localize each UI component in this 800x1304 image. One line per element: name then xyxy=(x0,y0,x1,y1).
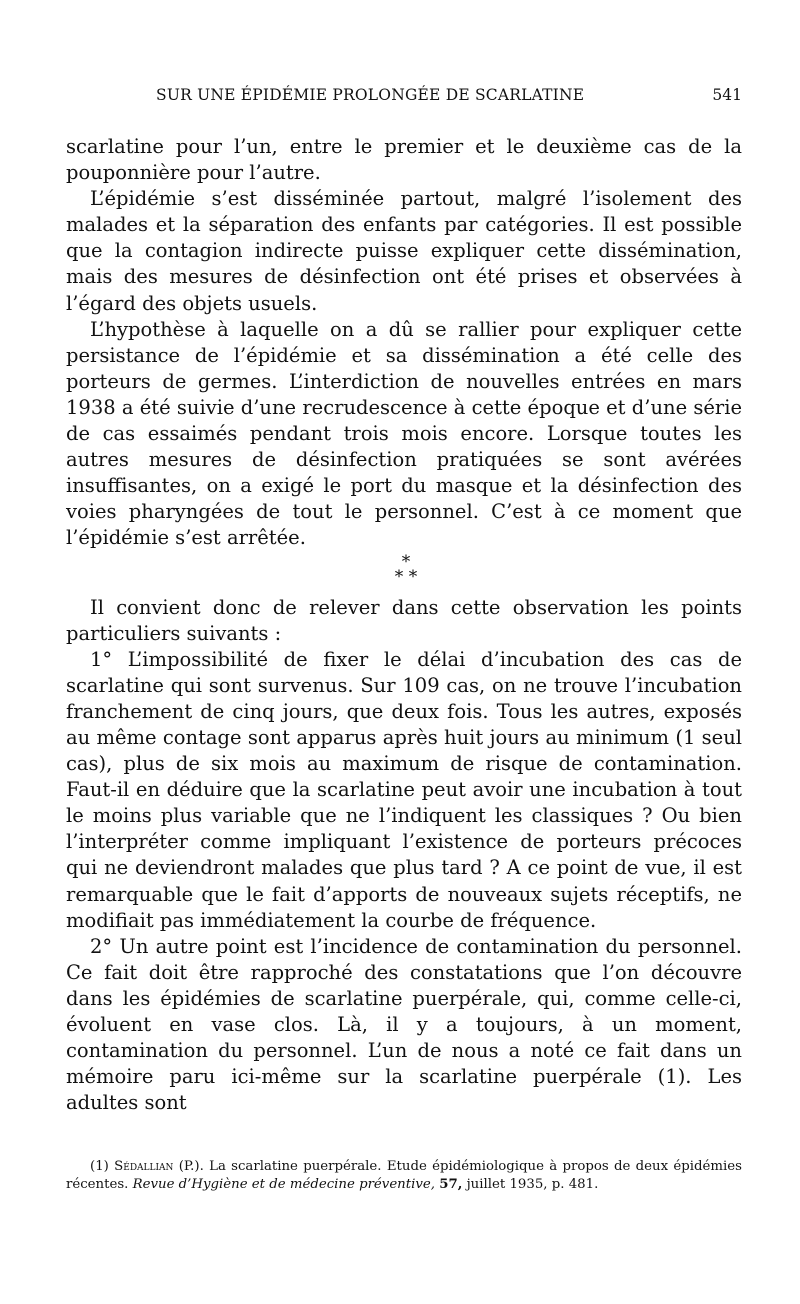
paragraph: L’hypothèse à laquelle on a dû se rallier pour expliquer cette persistance de l’épidémie et sa dissémination a été celle des porteurs de germes. L’interdiction de nouvelles entrées en mars 1938 a été suivie d’une recrudescence à cette époque et d’une série de cas essaimés pendant trois mois encore. Lorsque toutes les autres mesures de désinfection pratiquées se sont avérées insuffisantes, on a exigé le port du masque et la désinfection des voies pharyngées de tout le personnel. C’est à ce moment que l’épidémie s’est arrêtée. xyxy=(66,317,742,550)
asterism-separator xyxy=(66,551,742,587)
footnote-author: Sédallian xyxy=(114,1159,174,1174)
footnote-volume: 57, xyxy=(439,1176,463,1192)
asterism-bottom: * * xyxy=(394,566,418,587)
footnote-marker: (1) xyxy=(90,1159,109,1174)
paragraph: L’épidémie s’est disséminée partout, malgré l’isolement des malades et la séparation des enfants par catégories. Il est possible que la contagion indirecte puisse expliquer cette dissémination, mais des mesures de désinfection ont été prises et observées à l’égard des objets usuels. xyxy=(66,187,742,315)
footnote xyxy=(66,1158,742,1193)
footnote-text: La scarlatine puerpérale. Etude épidémiologique à propos de deux épidémies récentes. xyxy=(66,1159,742,1192)
body-text xyxy=(66,134,742,1116)
running-title: SUR UNE ÉPIDÉMIE PROLONGÉE DE SCARLATINE xyxy=(156,86,585,104)
footnote-author-initial: (P.). xyxy=(178,1159,204,1174)
page-number: 541 xyxy=(712,86,742,104)
asterism-top: * xyxy=(401,551,411,572)
page-header xyxy=(66,86,742,122)
paragraph-point-1: 1° L’impossibilité de fixer le délai d’incubation des cas de scarlatine qui sont survenus. Sur 109 cas, on ne trouve l’incubation franchement de cinq jours, que deux fois. Tous les autres, exposés au même contage sont apparus après huit jours au minimum (1 seul cas), plus de six mois au maximum de risque de contamination. Faut-il en déduire que la scarlatine peut avoir une incubation à tout le moins plus variable que ne l’indiquent les classiques ? Ou bien l’interpréter comme impliquant l’existence de porteurs précoces qui ne deviendront malades que plus tard ? A ce point de vue, il est remarquable que le fait d’apports de nouveaux sujets réceptifs, ne modifiait pas immédiatement la courbe de fréquence. xyxy=(66,647,742,932)
paragraph-continued: scarlatine pour l’un, entre le premier et le deuxième cas de la pouponnière pour l’autre. xyxy=(66,135,742,185)
paragraph-point-2: 2° Un autre point est l’incidence de contamination du personnel. Ce fait doit être rapproché des constatations que l’on découvre dans les épidémies de scarlatine puerpérale, qui, comme celle-ci, évoluent en vase clos. Là, il y a toujours, à un moment, contamination du personnel. L’un de nous a noté ce fait dans un mémoire paru ici-même sur la scarlatine puerpérale (1). Les adultes sont xyxy=(66,934,742,1115)
footnote-journal: Revue d’Hygiène et de médecine préventive, xyxy=(132,1176,435,1192)
footnote-date-pages: juillet 1935, p. 481. xyxy=(466,1176,599,1192)
paragraph: Il convient donc de relever dans cette observation les points particuliers suivants : xyxy=(66,595,742,645)
